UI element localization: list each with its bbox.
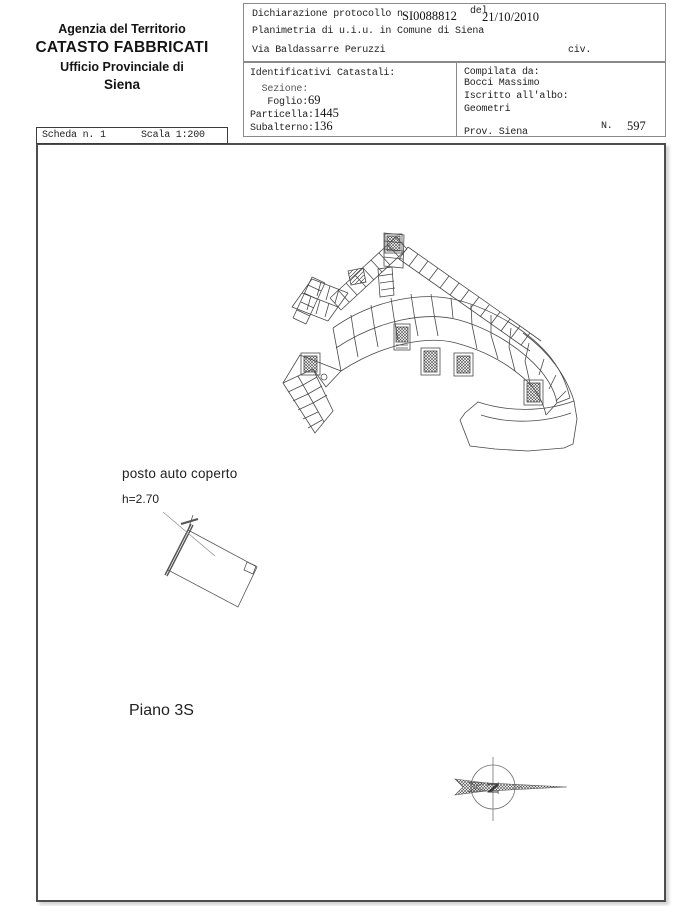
- albo-number-label: N.: [601, 121, 613, 132]
- parking-space-drawing: [163, 512, 257, 607]
- protocol-date: 21/10/2010: [482, 10, 539, 24]
- subalterno-value: 136: [313, 119, 333, 133]
- identifiers-column: [250, 67, 395, 132]
- compiler-column: [464, 67, 660, 138]
- subalterno-label: Subalterno:: [250, 123, 314, 134]
- foglio-value: 69: [308, 93, 321, 107]
- floor-label: Piano 3S: [129, 702, 194, 719]
- prov-label: Prov. Siena: [464, 127, 528, 138]
- north-letter: N: [483, 781, 503, 795]
- albo-value: Geometri: [464, 104, 511, 115]
- particella-value: 1445: [313, 106, 339, 120]
- parking-space-label: posto auto coperto: [122, 466, 238, 481]
- agency-header: [14, 22, 230, 92]
- office-line: Ufficio Provinciale di: [60, 60, 184, 74]
- planimetria-line: Planimetria di u.i.u. in Comune di Siena: [252, 26, 485, 37]
- identifiers-title: Identificativi Catastali:: [250, 68, 396, 79]
- building-plan: [283, 233, 577, 451]
- sheet-info-bar: [36, 127, 228, 144]
- registry-title: CATASTO FABBRICATI: [35, 39, 209, 56]
- sezione-label: Sezione:: [250, 84, 309, 95]
- height-label: h=2.70: [122, 492, 160, 506]
- leader-line: [163, 512, 215, 556]
- scale-value: Scala 1:200: [141, 130, 205, 141]
- floor-plan-drawing: [36, 143, 666, 902]
- del-label: del: [470, 6, 488, 17]
- albo-label: Iscritto all'albo:: [464, 91, 569, 102]
- box-divider: [456, 63, 457, 136]
- civ-label: civ.: [568, 45, 592, 56]
- protocol-box: [243, 3, 666, 62]
- albo-number-value: 597: [627, 119, 646, 133]
- declaration-label: Dichiarazione protocollo n.: [252, 9, 409, 20]
- street-name: Via Baldassarre Peruzzi: [252, 45, 386, 56]
- foglio-label: Foglio:: [250, 97, 309, 108]
- cadastral-id-box: [243, 62, 666, 137]
- particella-label: Particella:: [250, 110, 314, 121]
- north-arrow-icon: [455, 757, 567, 821]
- protocol-number: SI0088812: [402, 9, 457, 23]
- office-city: Siena: [103, 77, 141, 92]
- compilata-label: Compilata da:: [464, 67, 540, 78]
- sheet-number: Scheda n. 1: [42, 130, 106, 141]
- agency-name: Agenzia del Territorio: [58, 22, 186, 36]
- compiler-name: Bocci Massimo: [464, 78, 540, 89]
